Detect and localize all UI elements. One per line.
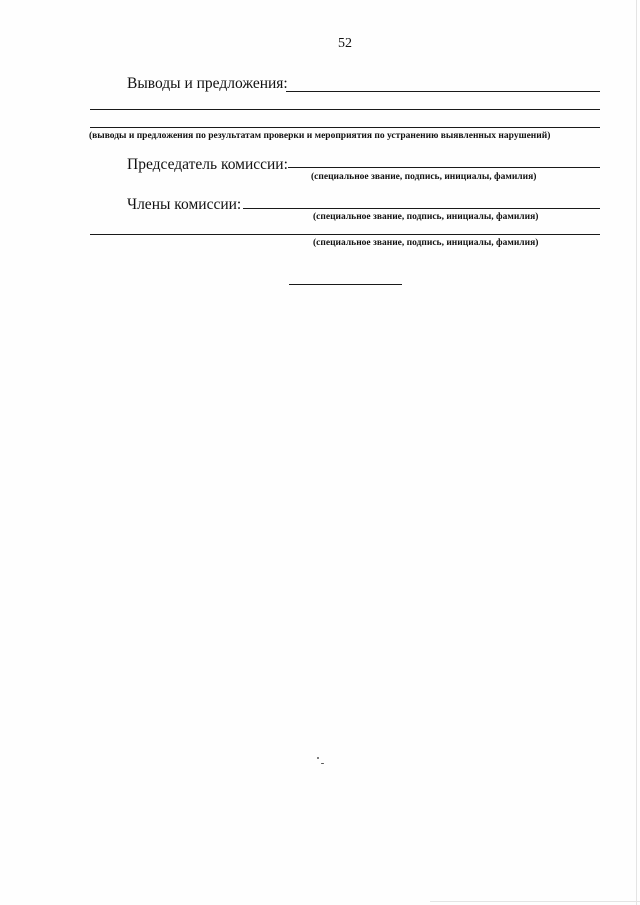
chairman-caption: (специальное звание, подпись, инициалы, фамилия): [311, 172, 537, 182]
page-bottom-edge: [430, 901, 640, 902]
scan-speck-mark: [317, 757, 319, 759]
conclusions-label: Выводы и предложения:: [127, 75, 288, 92]
members-label: Члены комиссии:: [127, 196, 242, 213]
page-number: 52: [338, 36, 352, 51]
page-right-edge: [636, 0, 637, 905]
scan-speck-mark: [321, 763, 324, 764]
conclusions-fill-line-1: [286, 91, 600, 92]
chairman-label: Председатель комиссии:: [127, 156, 288, 173]
members-caption-2: (специальное звание, подпись, инициалы, фамилия): [313, 238, 539, 248]
conclusions-fill-line-2: [90, 109, 600, 110]
members-fill-line-1: [243, 208, 600, 209]
members-caption-1: (специальное звание, подпись, инициалы, фамилия): [313, 212, 539, 222]
chairman-fill-line: [288, 167, 600, 168]
conclusions-caption: (выводы и предложения по результатам проверки и мероприятия по устранению выявленных нарушений): [89, 131, 551, 141]
closing-separator-line: [289, 284, 402, 285]
conclusions-fill-line-3: [90, 127, 600, 128]
members-fill-line-2: [90, 234, 600, 235]
